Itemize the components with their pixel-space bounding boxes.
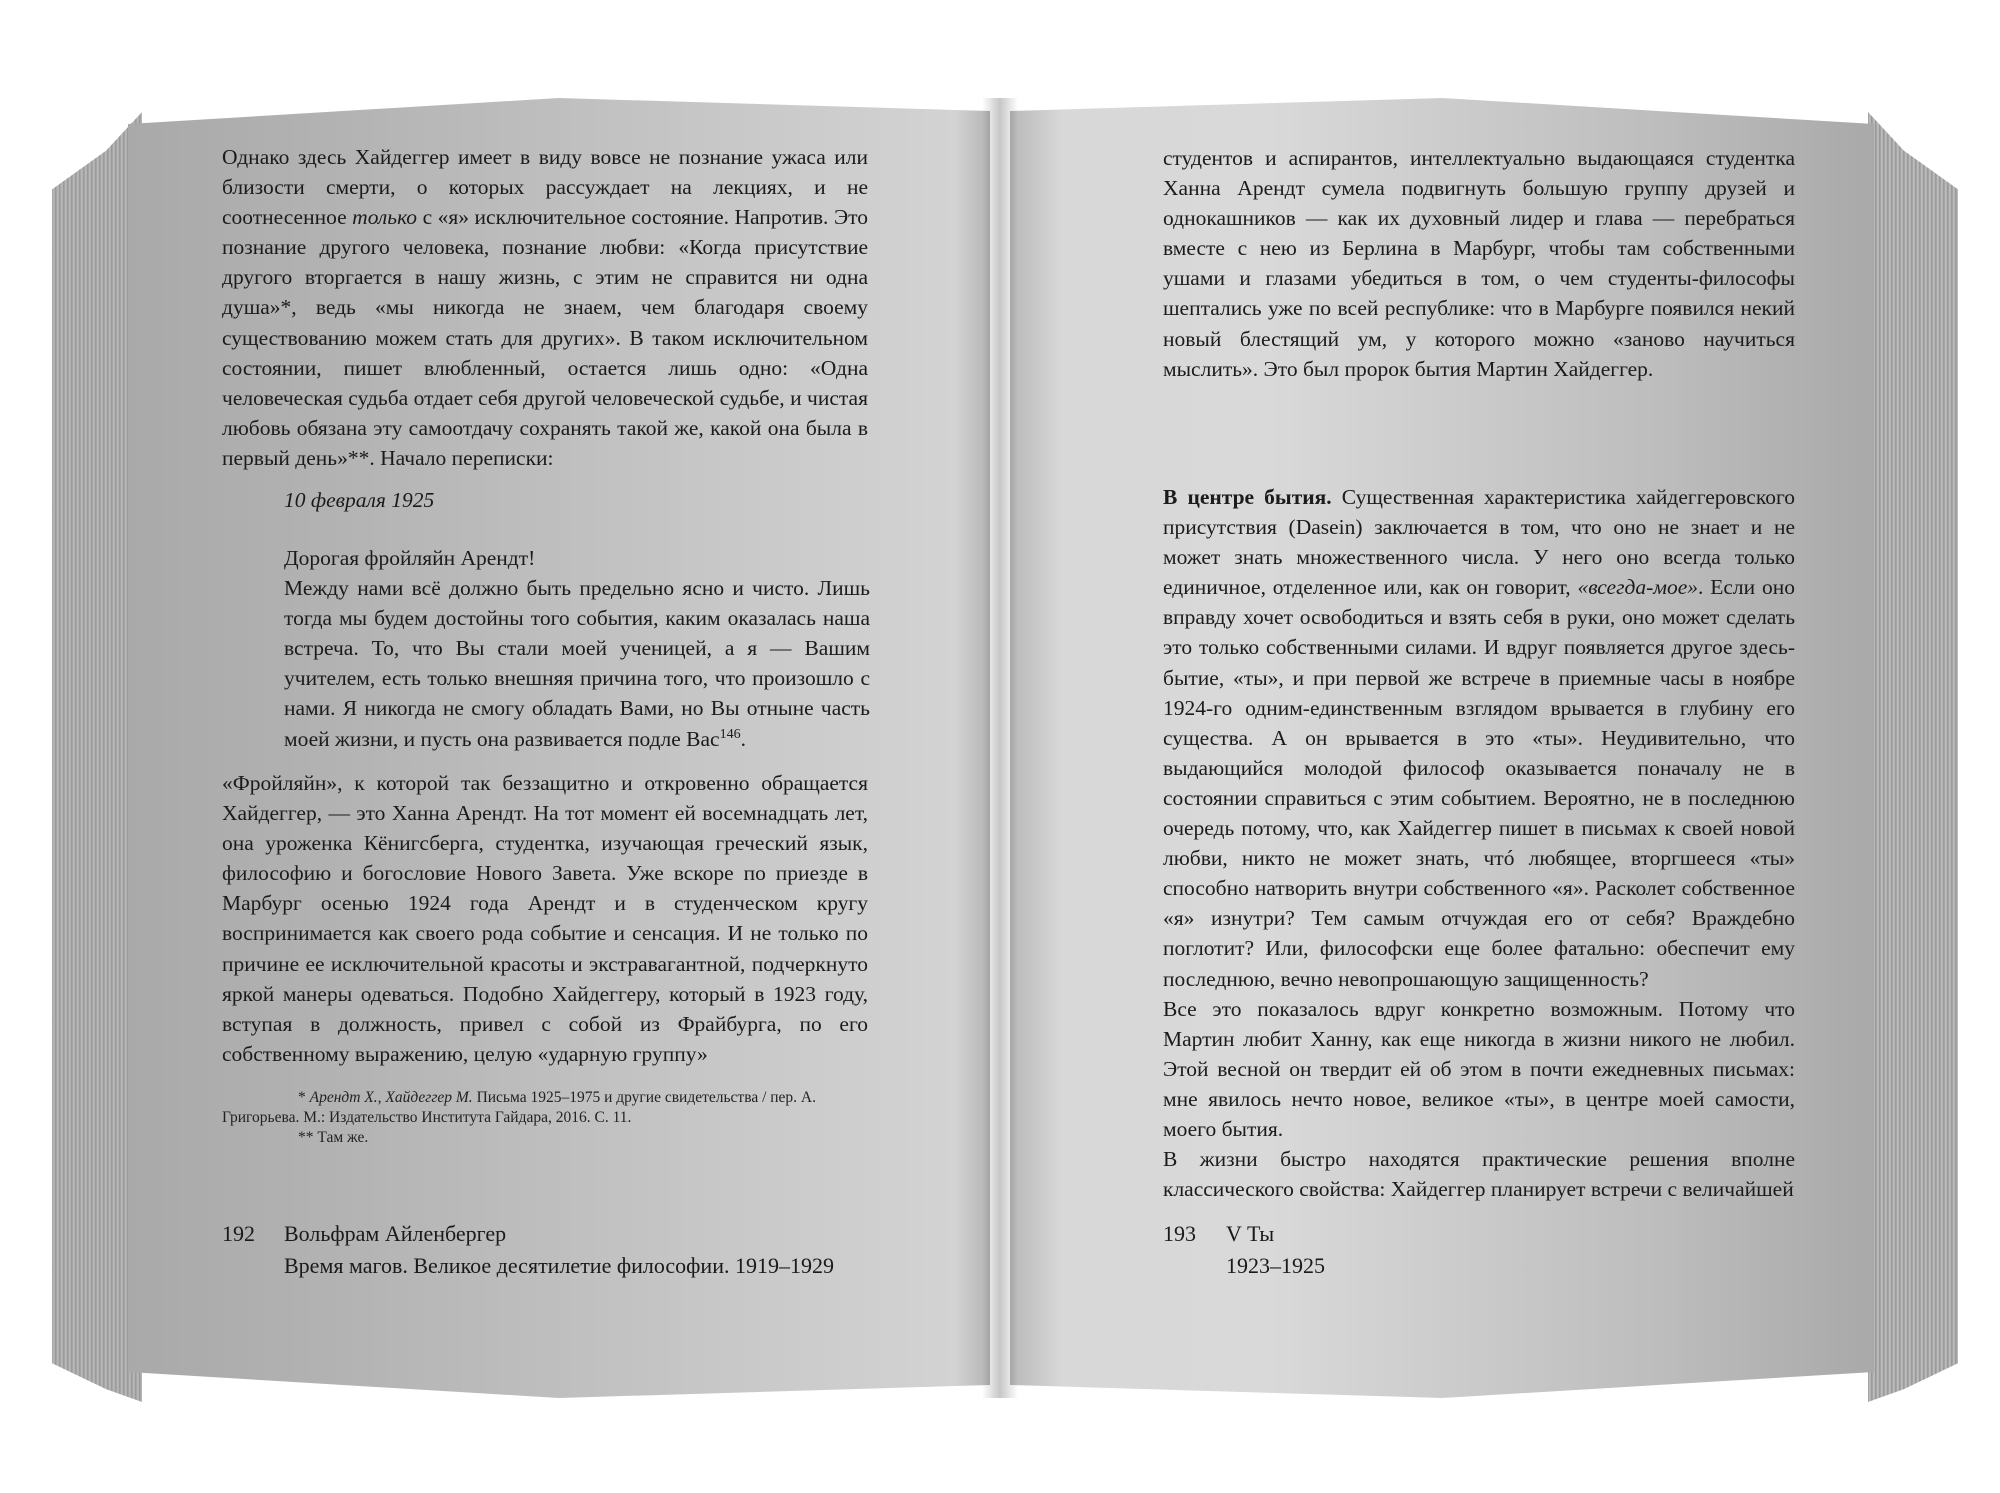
letter-text: Между нами всё должно быть предельно ясно и чисто. Лишь тогда мы будем достойны того события, каким оказалась наша встреча. То, что Вы стали моей ученицей, а я — Вашим учителем, есть только внешняя причина того, что произошло с нами. Я никогда не смогу обладать Вами, но Вы отныне часть моей жизни, и пусть она развивается подле Вас: [284, 576, 870, 751]
letter: [284, 543, 870, 754]
running-author: Вольфрам Айленбергер: [284, 1221, 507, 1246]
footnote-text: Письма 1925–1975 и другие свидетельства / пер. А. Григорьева. М.: Издательство Института Гайдара, 2016. С. 11.: [222, 1089, 817, 1126]
right-section: [1163, 482, 1795, 1204]
footnote-2: ** Там же.: [298, 1129, 369, 1146]
right-paragraph-1: студентов и аспирантов, интеллектуально выдающаяся студентка Ханна Арендт сумела подвигнуть большую группу друзей и однокашников — как их духовный лидер и глава — перебраться вместе с нею из Берлина в Марбург, чтобы там собственными ушами и глазами убедиться в том, о чем студенты-философы шептались уже по всей республике: что в Марбурге появился некий новый блестящий ум, у которого можно «заново научиться мыслить». Это был пророк бытия Мартин Хайдеггер.: [1163, 146, 1795, 381]
text-run: Однако здесь Хайдеггер имеет в виду вовсе не познание ужаса или близости смерти, о которых рассуждает на лекциях, и не соотнесенное: [222, 145, 868, 230]
right-page-block-edge: [1868, 112, 1958, 1402]
footnote-authors: Арендт Х., Хайдеггер М.: [309, 1089, 473, 1106]
right-paragraph-2: [1163, 482, 1795, 994]
text-run: Существенная характеристика хайдеггеровского присутствия (Dasein) заключается в том, что оно не знает и не может знать множественного числа. У него оно всегда только единичное, отделенное или, как он говорит,: [1163, 485, 1795, 600]
left-paragraph-1: [222, 142, 868, 473]
letter-period: .: [740, 726, 746, 751]
text-run: с «я» исключительное состояние. Напротив. Это познание другого человека, познание любви: «Когда присутствие другого вторгается в нашу жизнь, с этим не справится ни одна душа»*, ведь «мы никогда не знаем, чем благодаря своему существованию можем стать для других». В таком исключительном состоянии, пишет влюбленный, остается лишь одно: «Одна человеческая судьба отдает себя другой человеческой судьбе, и чистая любовь обязана эту самоотдачу сохранять такой же, какой она была в первый день»**. Начало переписки:: [222, 205, 869, 470]
running-title: Время магов. Великое десятилетие философии. 1919–1929: [284, 1253, 834, 1278]
running-head-left: [284, 1218, 834, 1282]
page-number-left: 192: [222, 1221, 255, 1246]
letter-greeting: Дорогая фройляйн Арендт!: [284, 546, 536, 570]
letter-date: 10 февраля 1925: [284, 488, 435, 512]
italic-run: только: [352, 205, 418, 230]
book-gutter: [982, 98, 1018, 1398]
left-paragraph-2: «Фройляйн», к которой так беззащитно и откровенно обращается Хайдеггер, — это Ханна Арендт. На тот момент ей восемнадцать лет, она уроженка Кёнигсберга, студентка, изучающая греческий язык, философию и богословие Нового Завета. Уже вскоре по приезде в Марбург осенью 1924 года Арендт и в студенческом кругу воспринимается как своего рода событие и сенсация. И не только по причине ее исключительной красоты и экстравагантной, подчеркнуто яркой манеры одеваться. Подобно Хайдеггеру, который в 1923 году, вступая в должность, привел с собой из Фрайбурга, по его собственному выражению, целую «ударную группу»: [222, 771, 868, 1066]
running-head-right: [1226, 1218, 1325, 1282]
running-chapter: V Ты: [1226, 1221, 1275, 1246]
italic-run: «всегда-мое»: [1577, 575, 1699, 600]
footnote-1: [222, 1088, 868, 1128]
footnote-star: *: [298, 1089, 310, 1106]
right-paragraph-3: Все это показалось вдруг конкретно возможным. Потому что Мартин любит Ханну, как еще никогда в жизни никого не любил. Этой весной он твердит ей об этом в почти ежедневных письмах: мне явилось нечто новое, великое «ты», в центре моей самости, моего бытия.: [1163, 996, 1795, 1141]
endnote-marker: 146: [719, 726, 741, 742]
text-run: . Если оно вправду хочет освободиться и взять себя в руки, оно может сделать это только собственными силами. И вдруг появляется другое здесь-бытие, «ты», и при первой же встрече в приемные часы в ноябре 1924-го одним-единственным взглядом врывается в глубину его существа. А он врывается в это «ты». Неудивительно, что выдающийся молодой философ оказывается поначалу не в состоянии справиться с этим событием. Вероятно, не в последнюю очередь потому, что, как Хайдеггер пишет в письмах к своей новой любви, никто не может знать, чтó любящее, вторгшееся «ты» способно натворить внутри собственного «я». Расколет собственное «я» изнутри? Тем самым отчуждая его от себя? Враждебно поглотит? Или, философски еще более фатально: обеспечит ему последнюю, вечно невопрошающую защищенность?: [1163, 575, 1795, 991]
right-paragraph-4: В жизни быстро находятся практические решения вполне классического свойства: Хайдеггер планирует встречи с величайшей: [1163, 1147, 1795, 1202]
section-heading: В центре бытия.: [1163, 485, 1332, 509]
letter-body: [284, 573, 870, 754]
running-years: 1923–1925: [1226, 1253, 1325, 1278]
page-number-right: 193: [1163, 1221, 1196, 1246]
footnotes: [222, 1088, 868, 1148]
